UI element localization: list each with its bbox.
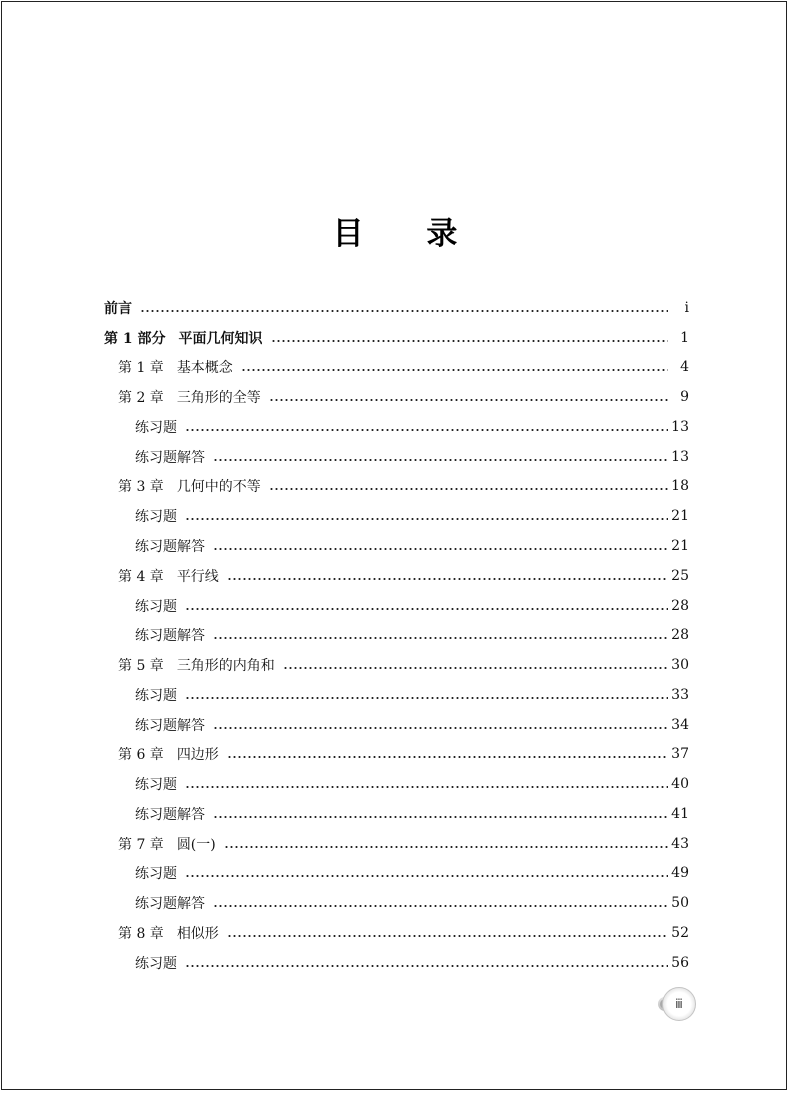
- toc-entry-title: 平行线: [176, 568, 219, 585]
- toc-entry: [104, 769, 689, 799]
- toc-entry-title: 练习题解答: [135, 896, 205, 913]
- toc-entry-title: 相似形: [176, 925, 219, 942]
- leader-dots: [185, 874, 668, 878]
- toc-entry-title: 基本概念: [176, 360, 233, 377]
- toc-entry: [104, 739, 689, 769]
- toc-page-number: 56: [671, 954, 689, 971]
- toc-page-number: ⅰ: [684, 299, 689, 316]
- toc-entry-number: 第 7 章: [118, 836, 164, 853]
- toc-entry: [104, 591, 689, 621]
- leader-dots: [213, 636, 668, 640]
- toc-entry-title: 前言: [104, 300, 132, 317]
- toc-page-number: 28: [671, 597, 689, 614]
- leader-dots: [283, 666, 668, 670]
- toc-page-number: 40: [671, 776, 689, 793]
- toc-entry: [104, 680, 689, 710]
- leader-dots: [213, 726, 668, 730]
- leader-dots: [185, 428, 668, 432]
- toc-entry-title: 练习题: [135, 598, 177, 615]
- leader-dots: [185, 785, 668, 789]
- toc-entry-number: 第 3 章: [118, 479, 164, 496]
- toc-list: [104, 293, 689, 978]
- toc-entry: [104, 918, 689, 948]
- toc-entry-title: 练习题解答: [135, 539, 205, 555]
- toc-entry-title: 圆(一): [176, 836, 216, 853]
- leader-dots: [185, 607, 668, 611]
- leader-dots: [227, 934, 668, 938]
- toc-entry: [104, 859, 689, 889]
- badge-ring: [662, 987, 696, 1021]
- page-number: ⅲ: [675, 997, 683, 1011]
- toc-entry: [104, 948, 689, 978]
- toc-entry: [104, 710, 689, 740]
- toc-entry-number: 第 8 章: [118, 925, 164, 942]
- leader-dots: [213, 547, 668, 551]
- toc-page-number: 13: [671, 418, 689, 435]
- toc-entry-title: 三角形的全等: [176, 390, 261, 407]
- toc-page-number: 18: [671, 478, 689, 495]
- toc-page-number: 1: [680, 329, 689, 346]
- toc-entry: [104, 293, 689, 323]
- toc-page-number: 30: [671, 657, 689, 674]
- leader-dots: [269, 398, 668, 402]
- toc-entry-title: 练习题: [135, 419, 177, 436]
- toc-entry-title: 练习题解答: [135, 449, 205, 466]
- toc-page-number: 9: [680, 389, 689, 406]
- toc-entry-title: 练习题解答: [135, 806, 205, 823]
- toc-page-number: 34: [671, 716, 689, 733]
- toc-entry: [104, 799, 689, 829]
- leader-dots: [213, 458, 668, 462]
- toc-entry: [104, 650, 689, 680]
- leader-dots: [241, 368, 668, 372]
- toc-entry: [104, 353, 689, 383]
- toc-entry-title: 练习题解答: [135, 717, 205, 734]
- toc-entry: [104, 442, 689, 472]
- toc-page-number: 25: [671, 567, 689, 584]
- toc-entry-title: 练习题: [135, 509, 177, 526]
- leader-dots: [213, 815, 668, 819]
- toc-page-number: 50: [671, 895, 689, 912]
- leader-dots: [140, 309, 668, 313]
- toc-entry-title: 练习题: [135, 866, 177, 883]
- toc-entry-title: 三角形的内角和: [176, 658, 275, 675]
- toc-page-number: 43: [671, 835, 689, 852]
- toc-page-number: 21: [671, 538, 689, 554]
- leader-dots: [271, 339, 669, 343]
- toc-entry-title: 练习题: [135, 777, 177, 794]
- toc-entry-number: 第 1 部分: [104, 330, 166, 347]
- toc-entry-title: 练习题解答: [135, 628, 205, 645]
- toc-page-number: 13: [671, 448, 689, 465]
- toc-entry-title: 几何中的不等: [176, 479, 261, 496]
- toc-entry: [104, 620, 689, 650]
- leader-dots: [213, 904, 668, 908]
- leader-dots: [269, 487, 668, 491]
- toc-page-number: 37: [671, 746, 689, 763]
- toc-entry: [104, 412, 689, 442]
- toc-entry-title: 四边形: [176, 747, 219, 764]
- leader-dots: [185, 964, 668, 968]
- leader-dots: [185, 696, 668, 700]
- leader-dots: [227, 755, 668, 759]
- toc-entry-title: 平面几何知识: [178, 330, 263, 347]
- toc-entry-number: 第 4 章: [118, 568, 164, 585]
- toc-entry: [104, 382, 689, 412]
- toc-entry-number: 第 2 章: [118, 390, 164, 407]
- toc-entry: [104, 561, 689, 591]
- toc-entry: [104, 888, 689, 918]
- toc-entry: [104, 501, 689, 531]
- toc-page-number: 28: [671, 627, 689, 644]
- toc-page-number: 21: [671, 508, 689, 525]
- toc-entry: [104, 829, 689, 859]
- toc-entry: [104, 531, 689, 561]
- toc-entry-number: 第 6 章: [118, 747, 164, 764]
- leader-dots: [227, 577, 668, 581]
- toc-entry: [104, 472, 689, 502]
- leader-dots: [224, 845, 668, 849]
- toc-page-number: 4: [680, 359, 689, 376]
- toc-entry-number: 第 1 章: [118, 360, 164, 377]
- toc-entry-number: 第 5 章: [118, 658, 164, 675]
- toc-entry-title: 练习题: [135, 955, 177, 972]
- page-title: 目 录: [332, 216, 458, 252]
- toc-page-number: 41: [671, 805, 689, 822]
- toc-page-number: 49: [671, 865, 689, 882]
- toc-page-number: 33: [671, 686, 689, 703]
- page-number-badge: [656, 987, 698, 1021]
- toc-page-number: 52: [671, 924, 689, 941]
- leader-dots: [185, 517, 668, 521]
- toc-entry-title: 练习题: [135, 687, 177, 704]
- toc-entry: [104, 323, 689, 353]
